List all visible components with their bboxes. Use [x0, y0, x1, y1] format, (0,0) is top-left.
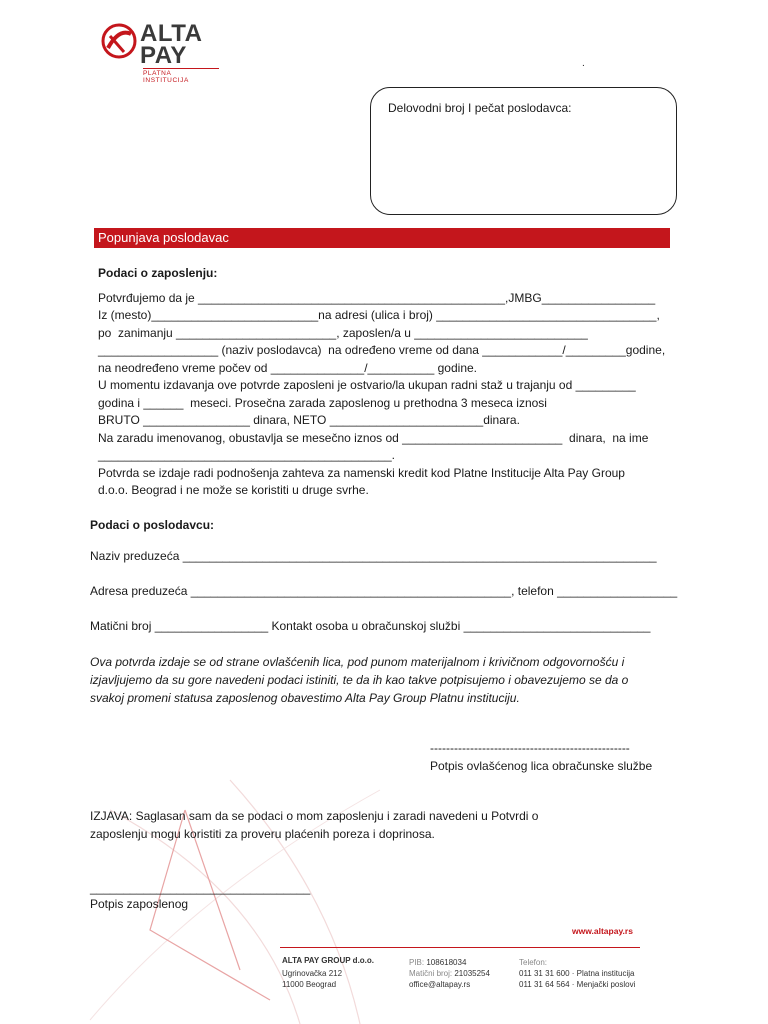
footer-divider: [280, 947, 640, 948]
website-link[interactable]: www.altapay.rs: [572, 926, 633, 936]
employer-heading: Podaci o poslodavcu:: [90, 518, 215, 532]
employee-line[interactable]: Iz (mesto)_________________________na adresi (ulica i broj) _________________________________,: [98, 308, 660, 322]
pib-label: PIB:: [409, 958, 425, 967]
footer-mb: [409, 968, 490, 979]
employee-line[interactable]: ____________________________________________.: [98, 448, 395, 462]
company-address-field[interactable]: Adresa preduzeća ________________________________________________, telefon __________________: [90, 584, 678, 598]
declaration-line: svakoj promeni statusa zaposlenog obavestimo Alta Pay Group Platnu instituciju.: [90, 691, 520, 705]
footer-phone1: 011 31 31 600 · Platna institucija: [519, 969, 635, 978]
employee-note: d.o.o. Beograd i ne može se koristiti u druge svrhe.: [98, 483, 369, 497]
alta-pay-logo-icon: [100, 22, 138, 60]
company-id-field[interactable]: Matični broj _________________ Kontakt osoba u obračunskoj službi ____________________________: [90, 619, 651, 633]
employee-line[interactable]: Na zaradu imenovanog, obustavlja se mesečno iznos od ________________________ dinara, na ime: [98, 431, 649, 445]
employee-note: Potvrda se izdaje radi podnošenja zahteva za namenski kredit kod Platne Institucije Alta Pay Group: [98, 466, 625, 480]
footer-pib: [409, 957, 466, 968]
employee-line[interactable]: __________________ (naziv poslodavca) na određeno vreme od dana ____________/_________godine,: [98, 343, 666, 357]
footer-phone2: 011 31 64 564 · Menjački poslovi: [519, 980, 636, 989]
section-bar: Popunjava poslodavac: [94, 228, 670, 248]
footer-email[interactable]: office@altapay.rs: [409, 980, 471, 989]
employee-signature-label: Potpis zaposlenog: [90, 897, 189, 911]
brand-subtitle: PLATNA INSTITUCIJA: [143, 68, 219, 84]
mb-value: 21035254: [454, 969, 490, 978]
top-dot: .: [582, 58, 585, 69]
footer-company: ALTA PAY GROUP d.o.o.: [282, 956, 375, 965]
employee-line[interactable]: godina i ______ meseci. Prosečna zarada zaposlenog u prethodna 3 meseca iznosi: [98, 396, 547, 410]
employee-heading: Podaci o zaposlenju:: [98, 266, 218, 280]
consent-line: zaposlenju mogu koristiti za proveru plaćenih poreza i doprinosa.: [90, 827, 435, 841]
pib-value: 108618034: [426, 958, 467, 967]
stamp-label: Delovodni broj I pečat poslodavca:: [388, 101, 572, 115]
footer-street: Ugrinovačka 212: [282, 969, 343, 978]
employee-line[interactable]: na neodređeno vreme počev od ______________/__________ godine.: [98, 361, 477, 375]
declaration-line: Ova potvrda izdaje se od strane ovlašćenih lica, pod punom materijalnom i krivičnom odgovornošću i: [90, 655, 625, 669]
brand-name-line1: ALTA: [140, 20, 203, 47]
authorized-signature-label: Potpis ovlašćenog lica obračunske službe: [430, 759, 653, 773]
footer-city: 11000 Beograd: [282, 980, 337, 989]
brand-name-line2: PAY: [140, 42, 187, 69]
employee-line[interactable]: U momentu izdavanja ove potvrde zaposleni je ostvario/la ukupan radni staž u trajanju od _________: [98, 378, 636, 392]
declaration-line: izjavljujemo da su gore navedeni podaci istiniti, te da ih kao takve potpisujemo i obavezujemo se da o: [90, 673, 629, 687]
mb-label: Matični broj:: [409, 969, 453, 978]
employee-line[interactable]: po zanimanju ________________________, zaposlen/a u __________________________: [98, 326, 588, 340]
employee-line[interactable]: BRUTO ________________ dinara, NETO _______________________dinara.: [98, 413, 520, 427]
company-name-field[interactable]: Naziv preduzeća _______________________________________________________________________: [90, 549, 657, 563]
employee-signature-line[interactable]: _________________________________: [90, 881, 311, 895]
consent-line: IZJAVA: Saglasan sam da se podaci o mom zaposlenju i zaradi navedeni u Potvrdi o: [90, 809, 539, 823]
authorized-signature-line[interactable]: --------------------------------------------------: [430, 741, 630, 755]
footer-phone-label: Telefon:: [519, 958, 548, 967]
employee-line[interactable]: Potvrđujemo da je ______________________________________________,JMBG_________________: [98, 291, 656, 305]
